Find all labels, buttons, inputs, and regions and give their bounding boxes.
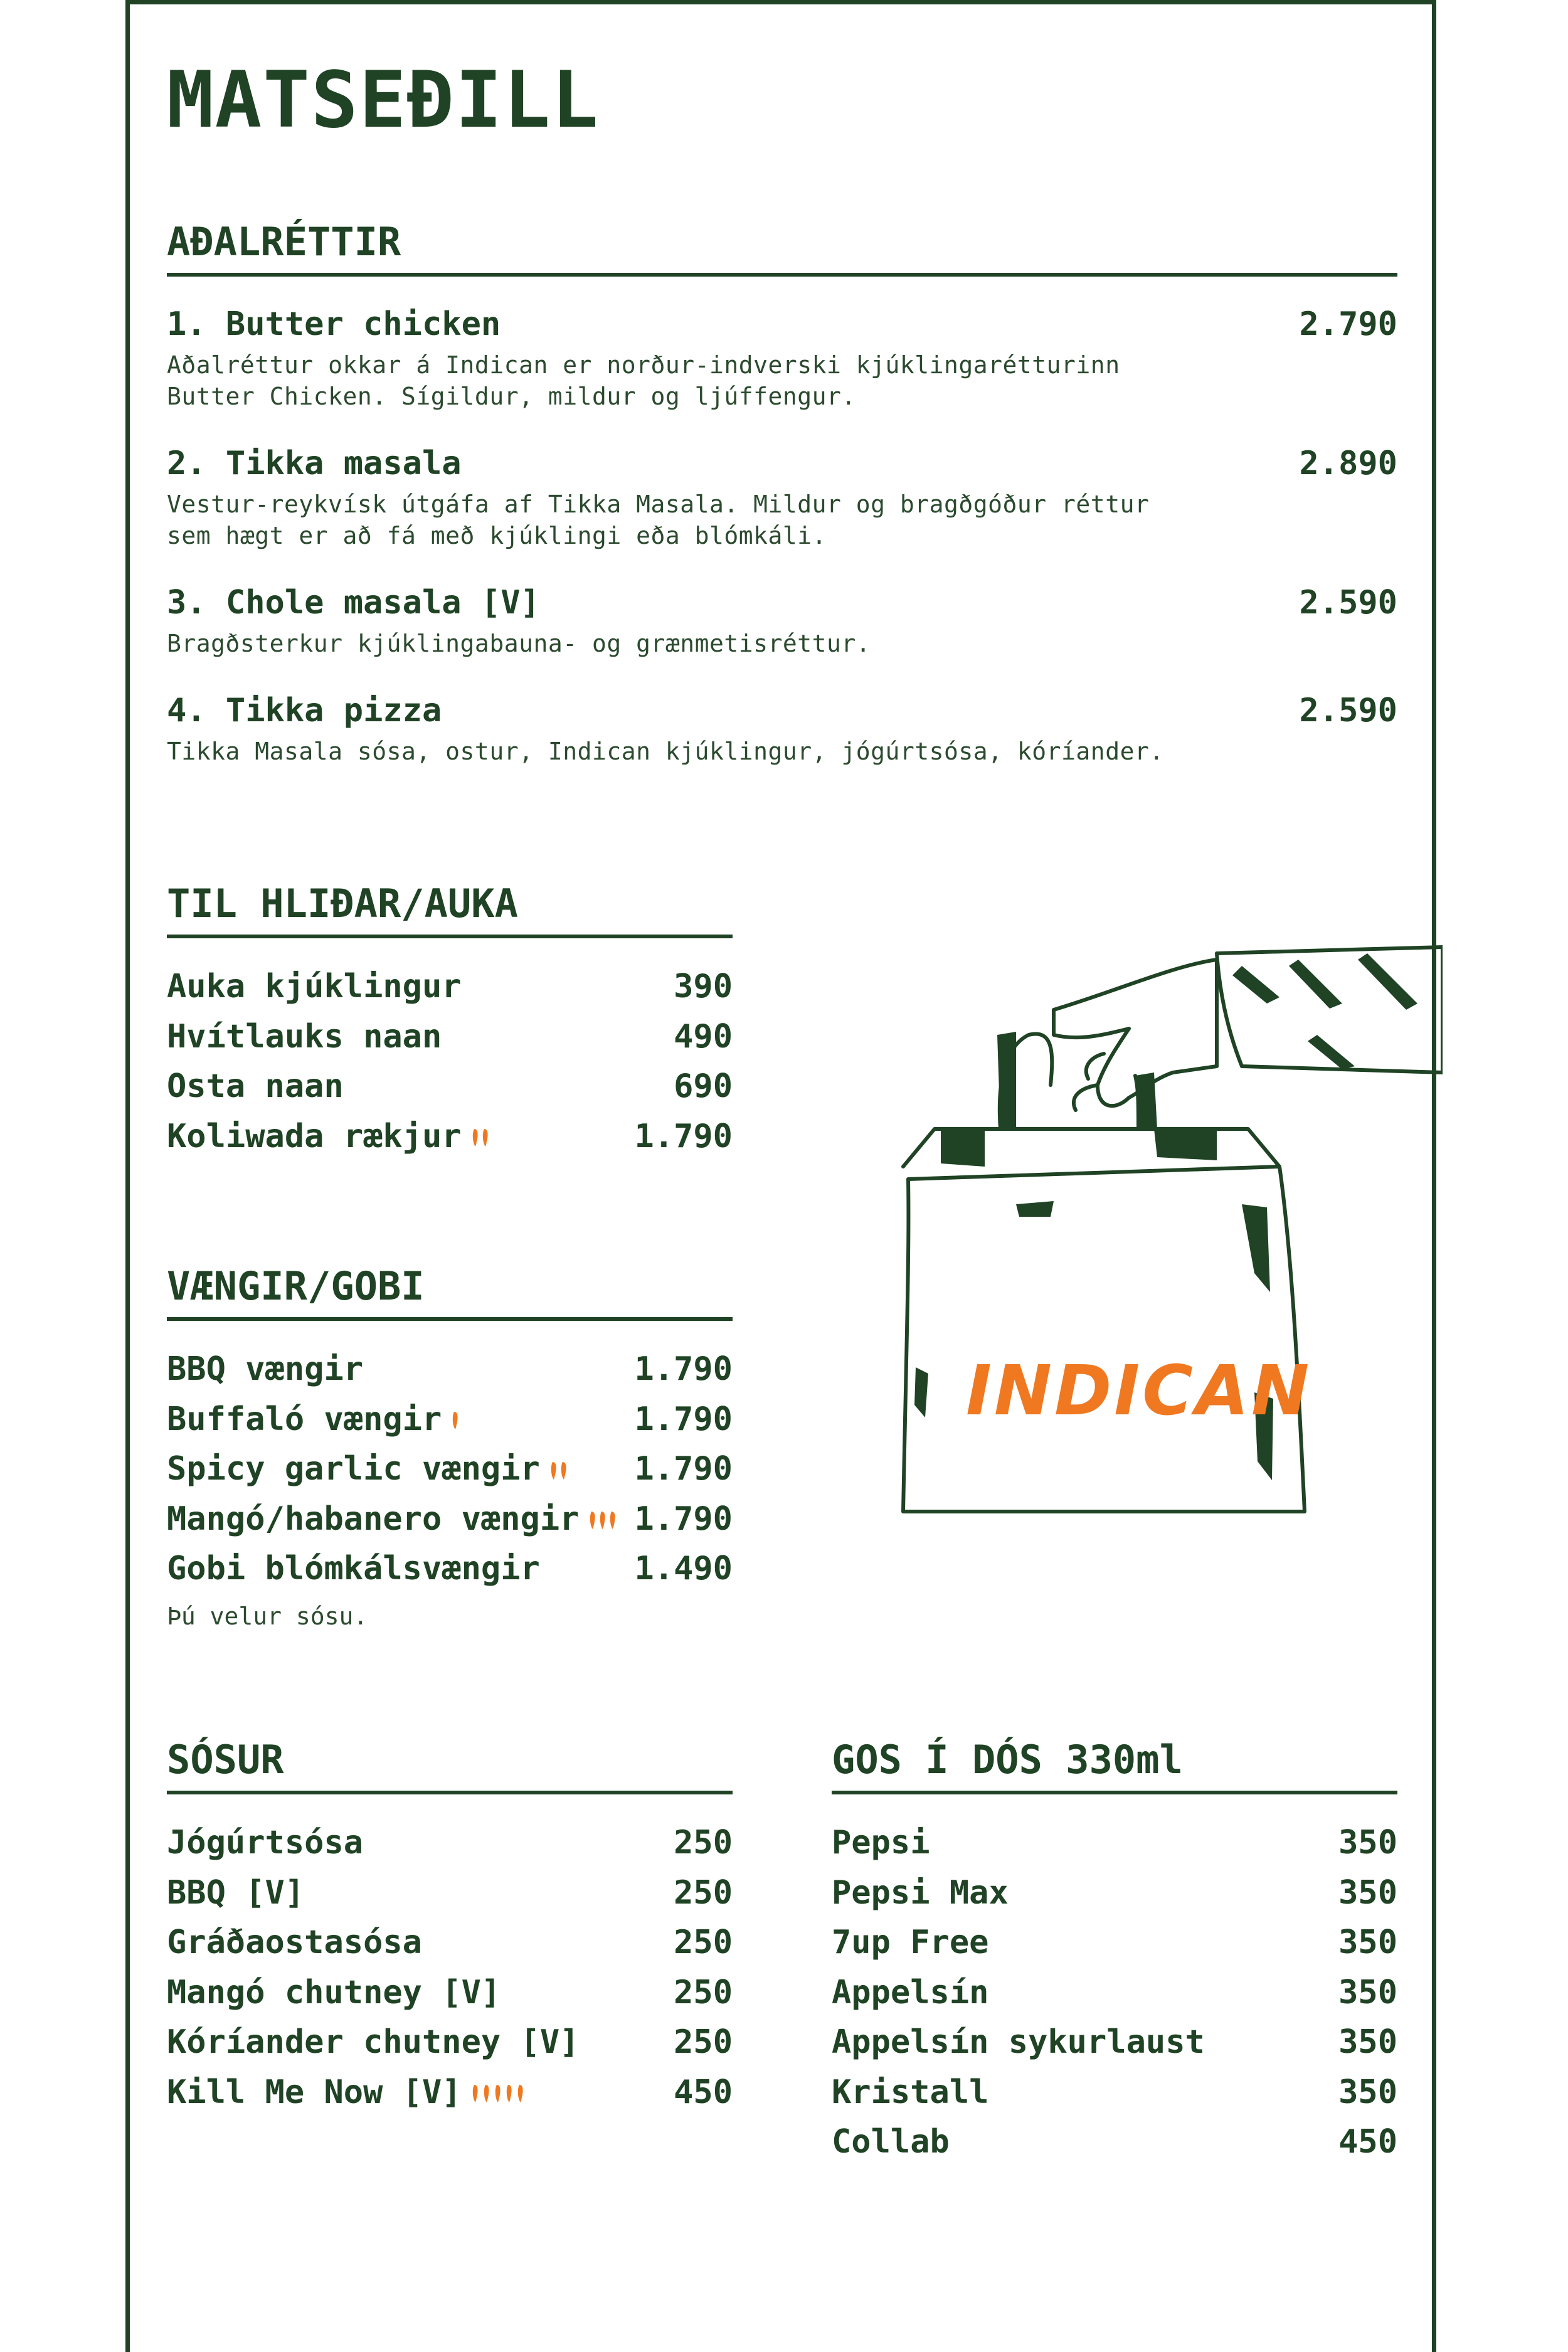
single-chili-icon bbox=[449, 1404, 463, 1434]
triple-chili-icon bbox=[586, 1504, 622, 1534]
item-name: BBQ [V] bbox=[167, 1873, 305, 1912]
list-item bbox=[167, 1868, 733, 1919]
list-item bbox=[832, 1918, 1397, 1968]
list-item bbox=[167, 1112, 733, 1162]
list-item bbox=[832, 2068, 1397, 2118]
hand-holding-bag-icon bbox=[891, 941, 1443, 1562]
double-chili-icon bbox=[469, 1121, 494, 1152]
item-price: 350 bbox=[1338, 1873, 1397, 1912]
list-item bbox=[167, 1818, 733, 1868]
item-name: Mangó chutney [V] bbox=[167, 1973, 501, 2011]
item-price: 350 bbox=[1338, 2073, 1397, 2111]
wings-note: Þú velur sósu. bbox=[167, 1602, 368, 1630]
list-item bbox=[167, 1444, 733, 1495]
dish-item bbox=[167, 299, 1397, 412]
item-price: 350 bbox=[1338, 2023, 1397, 2061]
item-price: 350 bbox=[1338, 1924, 1397, 1961]
list-item bbox=[167, 962, 733, 1012]
double-chili-icon bbox=[548, 1454, 573, 1485]
item-name: Pepsi bbox=[832, 1824, 930, 1862]
sauces-section bbox=[167, 1737, 733, 2117]
list-item bbox=[167, 2018, 733, 2068]
item-price: 1.490 bbox=[634, 1550, 733, 1587]
main-dishes-heading: AÐALRÉTTIR bbox=[167, 223, 1397, 277]
list-item bbox=[167, 1968, 733, 2018]
item-price: 1.790 bbox=[634, 1450, 733, 1488]
item-price: 250 bbox=[674, 1973, 733, 2011]
dish-description: Vestur-reykvísk útgáfa af Tikka Masala. Mildur og bragðgóður réttur sem hægt er að fá með kjúklingi eða blómkáli. bbox=[167, 490, 1150, 549]
item-price: 1.790 bbox=[634, 1400, 733, 1438]
item-price: 250 bbox=[674, 1924, 733, 1961]
item-price: 490 bbox=[674, 1017, 733, 1056]
item-price: 1.790 bbox=[634, 1500, 733, 1538]
item-name: Mangó/habanero vængir bbox=[167, 1500, 580, 1538]
item-name: Pepsi Max bbox=[832, 1873, 1009, 1912]
list-item bbox=[167, 1012, 733, 1062]
item-price: 390 bbox=[674, 968, 733, 1005]
item-name: Osta naan bbox=[167, 1067, 344, 1105]
dish-price: 2.790 bbox=[1299, 305, 1397, 343]
dish-price: 2.890 bbox=[1299, 445, 1397, 482]
list-item bbox=[167, 2068, 733, 2118]
sides-section bbox=[167, 881, 733, 1162]
item-name: Appelsín bbox=[832, 1973, 989, 2011]
item-name: Jógúrtsósa bbox=[167, 1824, 364, 1862]
sauces-heading: SÓSUR bbox=[167, 1740, 733, 1794]
list-item bbox=[167, 1395, 733, 1445]
page-title: MATSEÐILL bbox=[167, 55, 600, 146]
item-name: Spicy garlic vængir bbox=[167, 1450, 540, 1488]
drinks-section bbox=[832, 1737, 1397, 2168]
dish-item bbox=[167, 438, 1397, 551]
item-price: 250 bbox=[674, 1824, 733, 1862]
item-price: 450 bbox=[1338, 2123, 1397, 2161]
item-name: Kóríander chutney [V] bbox=[167, 2023, 580, 2061]
item-name: Kill Me Now [V] bbox=[167, 2073, 462, 2111]
dish-item bbox=[167, 686, 1397, 767]
sides-heading: TIL HLIÐAR/AUKA bbox=[167, 884, 733, 938]
list-item bbox=[832, 1868, 1397, 1919]
dish-item bbox=[167, 578, 1397, 659]
item-name: Koliwada rækjur bbox=[167, 1117, 462, 1155]
list-item bbox=[167, 1918, 733, 1968]
list-item bbox=[167, 1495, 733, 1545]
dish-price: 2.590 bbox=[1299, 584, 1397, 622]
drinks-heading: GOS Í DÓS 330ml bbox=[832, 1740, 1397, 1794]
item-name: Auka kjúklingur bbox=[167, 968, 462, 1005]
dish-name: 2. Tikka masala bbox=[167, 445, 462, 482]
dish-description: Tikka Masala sósa, ostur, Indican kjúklingur, jógúrtsósa, kóríander. bbox=[167, 738, 1164, 765]
bag-logo: INDICAN bbox=[966, 1350, 1312, 1431]
dish-price: 2.590 bbox=[1299, 692, 1397, 729]
item-name: Buffaló vængir bbox=[167, 1400, 442, 1438]
item-name: BBQ vængir bbox=[167, 1350, 364, 1388]
list-item bbox=[832, 2117, 1397, 2168]
item-price: 350 bbox=[1338, 1973, 1397, 2011]
wings-heading: VÆNGIR/GOBI bbox=[167, 1267, 733, 1321]
list-item bbox=[167, 1345, 733, 1395]
item-name: Kristall bbox=[832, 2073, 989, 2111]
list-item bbox=[832, 1968, 1397, 2018]
dish-description: Bragðsterkur kjúklingabauna- og grænmetisréttur. bbox=[167, 630, 871, 657]
item-price: 1.790 bbox=[634, 1350, 733, 1388]
list-item bbox=[167, 1544, 733, 1594]
list-item bbox=[832, 2018, 1397, 2068]
list-item bbox=[832, 1818, 1397, 1868]
item-price: 1.790 bbox=[634, 1117, 733, 1155]
item-name: Appelsín sykurlaust bbox=[832, 2023, 1205, 2061]
five-chili-icon bbox=[469, 2077, 532, 2107]
item-price: 250 bbox=[674, 1873, 733, 1912]
dish-name: 4. Tikka pizza bbox=[167, 692, 442, 729]
dish-name: 3. Chole masala [V] bbox=[167, 584, 540, 622]
dish-description: Aðalréttur okkar á Indican er norður-indverski kjúklingarétturinn Butter Chicken. Sígildur, mildur og ljúffengur. bbox=[167, 351, 1120, 410]
main-dishes-section bbox=[167, 219, 1397, 767]
item-name: Hvítlauks naan bbox=[167, 1017, 442, 1056]
item-price: 350 bbox=[1338, 1824, 1397, 1862]
list-item bbox=[167, 1062, 733, 1112]
wings-section bbox=[167, 1263, 733, 1632]
item-name: Collab bbox=[832, 2123, 950, 2161]
dish-name: 1. Butter chicken bbox=[167, 305, 501, 343]
item-name: Gobi blómkálsvængir bbox=[167, 1550, 540, 1587]
item-name: Gráðaostasósa bbox=[167, 1924, 422, 1961]
item-price: 450 bbox=[674, 2073, 733, 2111]
item-price: 690 bbox=[674, 1067, 733, 1105]
item-price: 250 bbox=[674, 2023, 733, 2061]
item-name: 7up Free bbox=[832, 1924, 989, 1961]
